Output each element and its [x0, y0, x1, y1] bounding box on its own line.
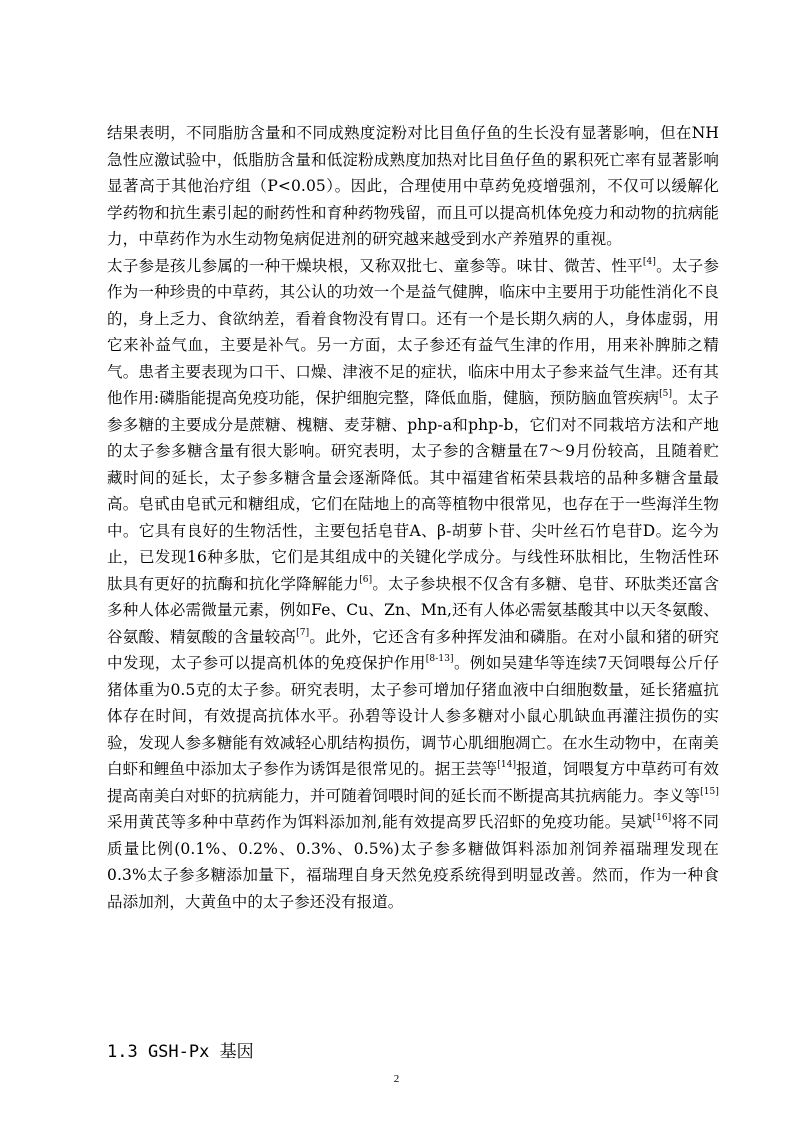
page-number: 2: [393, 1073, 400, 1085]
citation-ref: [16]: [652, 813, 672, 823]
citation-ref: [4]: [642, 256, 656, 267]
paragraph-2-text-4: 。太子参块根不仅含有多糖、皂苷、环肽类还富含多种人体必需微量元素，例如Fe、Cu、Zn、Mn,还有人体必需氨基酸其中以天冬氨酸、谷氨酸、精氨酸的含量较高: [107, 574, 719, 646]
paragraph-1: 结果表明，不同脂肪含量和不同成熟度淀粉对比目鱼仔鱼的生长没有显著影响，但在NH急性应激试验中，低脂肪含量和低淀粉成熟度加热对比目鱼仔鱼的累积死亡率有显著影响显著高于其他治疗组（P<0.05）。因此，合理使用中草药免疫增强剂，不仅可以缓解化学药物和抗生素引起的耐药性和育种药物残留，而且可以提高机体免疫力和动物的抗病能力，中草药作为水生动物兔病促进剂的研究越来越受到水产养殖界的重视。: [107, 124, 719, 248]
paragraph-2-text-6: 。例如吴建华等连续7天饲喂每公斤仔猪体重为0.5克的太子参。研究表明，太子参可增加仔猪血液中白细胞数量，延长猪瘟抗体存在时间，有效提高抗体水平。孙碧等设计人参多糖对小鼠心肌缺血再灌注损伤的实验，发现人参多糖能有效减轻心肌结构损伤，调节心肌细胞凋亡。在水生动物中，在南美白虾和鲤鱼中添加太子参作为诱饵是很常见的。据王芸等: [107, 654, 719, 778]
citation-ref: [5]: [659, 389, 673, 399]
paragraph-2: [107, 253, 719, 916]
paragraph-2-text-8: 采用黄芪等多种中草药作为饵料添加剂,能有效提高罗氏沼虾的免疫功能。吴斌: [107, 813, 653, 831]
body-text: [107, 120, 719, 915]
paragraph-2-text-2: 。太子参作为一种珍贵的中草药，其公认的功效一个是益气健脾，临床中主要用于功能性消化不良的，身上乏力、食欲纳差，看着食物没有胃口。还有一个是长期久病的人，身体虚弱，用它来补益气血，主要是补气。另一方面，太子参还有益气生津的作用，用来补脾肺之精气。患者主要表现为口干、口燥、津液不足的症状，临床中用太子参来益气生津。还有其他作用:磷脂能提高免疫功能，保护细胞完整，降低血脂，健脑，预防脑血管疾病: [107, 256, 719, 407]
citation-ref: [8-13]: [425, 654, 454, 664]
citation-ref: [14]: [497, 760, 517, 770]
citation-ref: [15]: [700, 786, 719, 797]
section-heading: 1.3 GSH-Px 基因: [107, 1042, 254, 1062]
paragraph-2-text-9: 将不同质量比例(0.1%、0.2%、0.3%、0.5%)太子参多糖做饵料添加剂饲养福瑞理发现在0.3%太子参多糖添加量下，福瑞理自身天然免疫系统得到明显改善。然而，作为一种食品添加剂，大黄鱼中的太子参还没有报道。: [107, 813, 719, 911]
paragraph-2-text-5: 。此外，它还含有多种挥发油和磷脂。在对小鼠和猪的研究中发现，太子参可以提高机体的免疫保护作用: [107, 627, 719, 672]
paragraph-2-text-3: 。太子参多糖的主要成分是蔗糖、槐糖、麦芽糖、php-a和php-b，它们对不同栽培方法和产地的太子参多糖含量有很大影响。研究表明，太子参的含糖量在7～9月份较高，且随着贮藏时间的延长，太子参多糖含量会逐渐降低。其中福建省柘荣县栽培的品种多糖含量最高。皂甙由皂甙元和糖组成，它们在陆地上的高等植物中很常见，也存在于一些海洋生物中。它具有良好的生物活性，主要包括皂苷A、β-胡萝卜苷、尖叶丝石竹皂苷D。迄今为止，已发现16种多肽，它们是其组成中的关键化学成分。与线性环肽相比，生物活性环肽具有更好的抗酶和抗化学降解能力: [107, 389, 719, 593]
paragraph-2-text-7: 报道，饲喂复方中草药可有效提高南美白对虾的抗病能力，并可随着饲喂时间的延长而不断提高其抗病能力。李义等: [107, 760, 719, 805]
citation-ref: [6]: [359, 574, 373, 585]
citation-ref: [7]: [296, 627, 310, 638]
paragraph-2-text-1: 太子参是孩儿参属的一种干燥块根，又称双批七、童参等。味甘、微苦、性平: [107, 256, 643, 275]
